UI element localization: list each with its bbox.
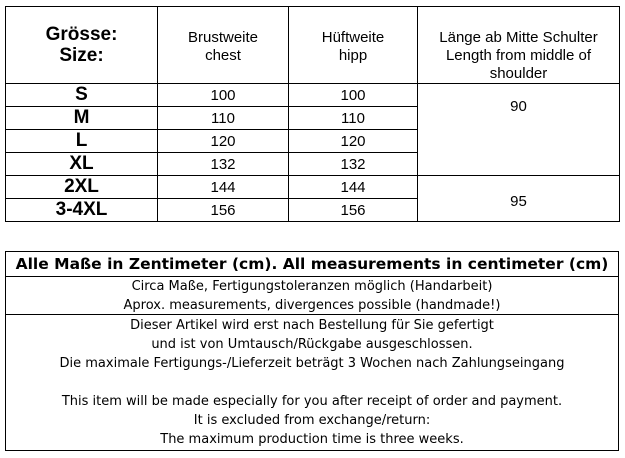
hip-cell: 120 xyxy=(289,130,418,153)
hip-cell: 132 xyxy=(289,153,418,176)
hip-cell: 144 xyxy=(289,176,418,199)
header-length xyxy=(418,7,620,84)
made-to-order-note xyxy=(6,315,618,449)
length-value: 90 xyxy=(510,98,527,115)
header-length-line1: Länge ab Mitte Schulter xyxy=(439,29,598,46)
header-hip-en: hipp xyxy=(338,47,368,64)
size-cell: S xyxy=(6,84,158,107)
header-chest xyxy=(158,7,289,84)
size-cell: XL xyxy=(6,153,158,176)
approx-note-en: Aprox. measurements, divergences possible (handmade!) xyxy=(123,298,501,313)
chest-cell: 100 xyxy=(158,84,289,107)
size-cell: 3-4XL xyxy=(6,199,158,222)
note-en-line2: It is excluded from exchange/return: xyxy=(193,413,431,428)
note-spacer xyxy=(6,373,618,392)
table-row xyxy=(6,84,620,107)
note-en-line3: The maximum production time is three weeks. xyxy=(160,432,464,447)
header-size-en: Size: xyxy=(59,45,104,66)
approx-note xyxy=(6,277,618,315)
size-cell: 2XL xyxy=(6,176,158,199)
header-chest-de: Brustweite xyxy=(187,29,259,46)
hip-cell: 100 xyxy=(289,84,418,107)
size-table-header-row xyxy=(6,7,620,84)
size-cell: L xyxy=(6,130,158,153)
header-hip-de: Hüftweite xyxy=(321,29,385,46)
chest-cell: 132 xyxy=(158,153,289,176)
note-de-line1: Dieser Artikel wird erst nach Bestellung für Sie gefertigt xyxy=(130,318,494,333)
chest-cell: 156 xyxy=(158,199,289,222)
header-chest-en: chest xyxy=(205,47,241,64)
length-value: 95 xyxy=(510,193,527,210)
size-table xyxy=(5,6,620,222)
chest-cell: 144 xyxy=(158,176,289,199)
header-size xyxy=(6,7,158,84)
hip-cell: 110 xyxy=(289,107,418,130)
size-cell: M xyxy=(6,107,158,130)
length-cell xyxy=(418,84,620,176)
notes-box xyxy=(5,251,619,451)
chest-cell: 120 xyxy=(158,130,289,153)
header-length-line3: shoulder xyxy=(489,65,548,82)
table-row xyxy=(6,176,620,199)
note-en-line1: This item will be made especially for you after receipt of order and payment. xyxy=(61,394,563,409)
header-length-line2: Length from middle of xyxy=(445,47,592,64)
length-cell xyxy=(418,176,620,222)
hip-cell: 156 xyxy=(289,199,418,222)
note-de-line2: und ist von Umtausch/Rückgabe ausgeschlossen. xyxy=(151,337,473,352)
note-de-line3: Die maximale Fertigungs-/Lieferzeit beträgt 3 Wochen nach Zahlungseingang xyxy=(59,356,565,371)
chest-cell: 110 xyxy=(158,107,289,130)
approx-note-de: Circa Maße, Fertigungstoleranzen möglich (Handarbeit) xyxy=(131,279,493,294)
notes-title: Alle Maße in Zentimeter (cm). All measurements in centimeter (cm) xyxy=(6,252,618,277)
header-size-de: Grösse: xyxy=(45,24,118,45)
header-hip xyxy=(289,7,418,84)
